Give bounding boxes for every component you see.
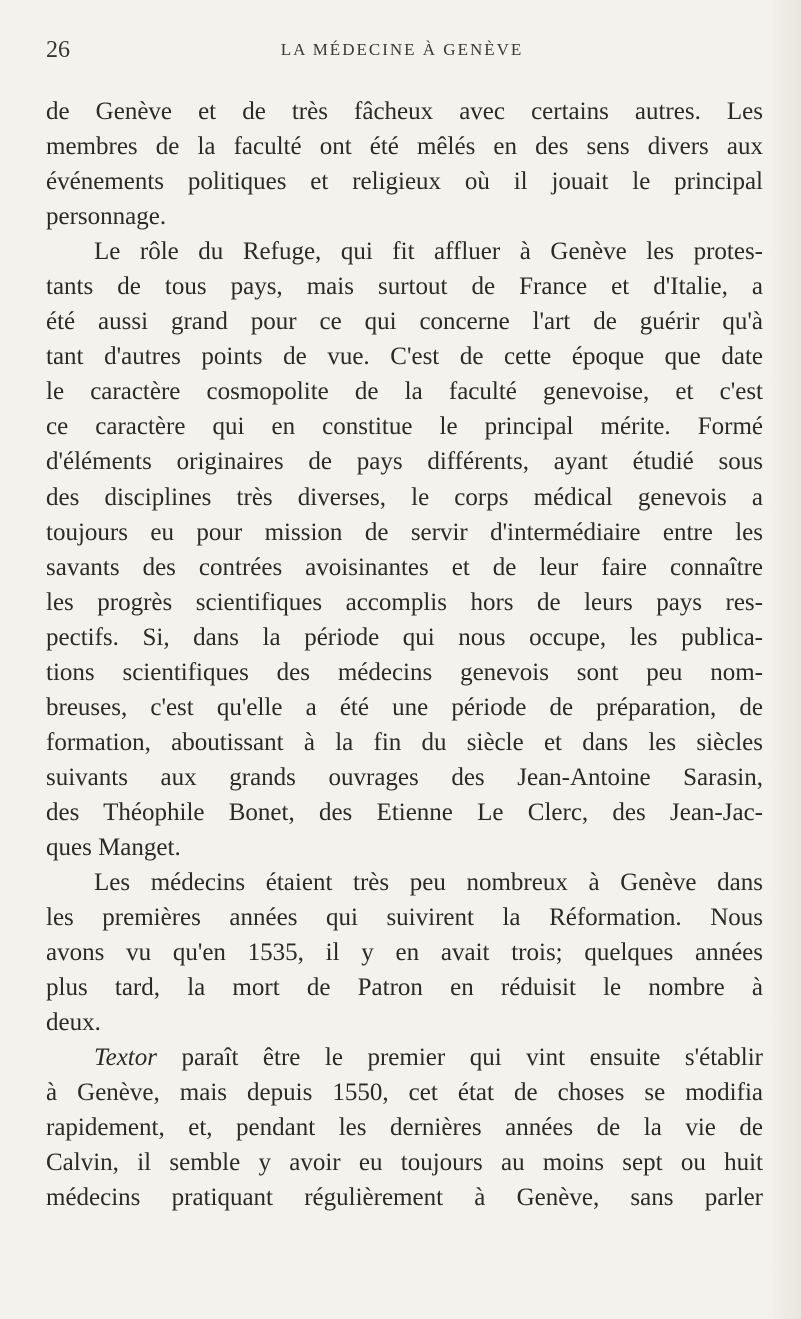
text-line: Calvin, il semble y avoir eu toujours au moins sept ou huit: [46, 1149, 763, 1177]
page-number: 26: [46, 37, 70, 63]
text-line: à Genève, mais depuis 1550, cet état de choses se modifia: [46, 1079, 763, 1107]
text-line: plus tard, la mort de Patron en réduisit le nombre à: [46, 974, 763, 1002]
text-line: tions scientifiques des médecins genevois sont peu nom-: [46, 658, 763, 686]
text-line: Les médecins étaient très peu nombreux à Genève dans: [94, 869, 763, 897]
text-line: d'éléments originaires de pays différents, ayant étudié sous: [46, 448, 763, 476]
running-head: [46, 36, 758, 66]
text-line: membres de la faculté ont été mêlés en des sens divers aux: [46, 133, 763, 161]
text-line: ques Manget.: [46, 833, 181, 861]
text-line: des Théophile Bonet, des Etienne Le Clerc, des Jean-Jac-: [46, 798, 763, 826]
text-line: les progrès scientifiques accomplis hors de leurs pays res-: [46, 588, 763, 616]
text-line: les premières années qui suivirent la Réformation. Nous: [46, 904, 763, 932]
text-line: événements politiques et religieux où il jouait le principal: [46, 168, 763, 196]
text-line: [46, 1040, 763, 1075]
page-edge-shadow: [765, 0, 801, 1319]
text-line: des disciplines très diverses, le corps médical genevois a: [46, 483, 763, 511]
text-line: breuses, c'est qu'elle a été une période de préparation, de: [46, 693, 763, 721]
text-line: savants des contrées avoisinantes et de leur faire connaître: [46, 553, 763, 581]
text-line: suivants aux grands ouvrages des Jean-Antoine Sarasin,: [46, 763, 763, 791]
text-line: de Genève et de très fâcheux avec certains autres. Les: [46, 98, 763, 125]
text-line: toujours eu pour mission de servir d'intermédiaire entre les: [46, 518, 763, 546]
italic-name: Textor: [94, 1044, 157, 1072]
text-line: deux.: [46, 1009, 101, 1037]
text-line: rapidement, et, pendant les dernières années de la vie de: [46, 1114, 763, 1142]
text-line: pectifs. Si, dans la période qui nous occupe, les publica-: [46, 623, 763, 651]
text-line: tant d'autres points de vue. C'est de cette époque que date: [46, 343, 763, 371]
text-line: ce caractère qui en constitue le principal mérite. Formé: [46, 413, 763, 441]
text-line: médecins pratiquant régulièrement à Genève, sans parler: [46, 1184, 763, 1212]
running-title: LA MÉDECINE À GENÈVE: [280, 40, 524, 59]
body-text: [46, 94, 763, 1216]
text-line: avons vu qu'en 1535, il y en avait trois; quelques années: [46, 939, 763, 967]
text-line: Le rôle du Refuge, qui fit affluer à Genève les protes-: [94, 238, 763, 266]
text-line: le caractère cosmopolite de la faculté genevoise, et c'est: [46, 378, 763, 406]
text-line: personnage.: [46, 203, 167, 231]
text-line: été aussi grand pour ce qui concerne l'art de guérir qu'à: [46, 308, 763, 336]
text-line: formation, aboutissant à la fin du siècle et dans les siècles: [46, 728, 763, 756]
text-line: tants de tous pays, mais surtout de France et d'Italie, a: [46, 273, 763, 301]
text-line-rest: paraît être le premier qui vint ensuite s'établir: [156, 1044, 763, 1072]
